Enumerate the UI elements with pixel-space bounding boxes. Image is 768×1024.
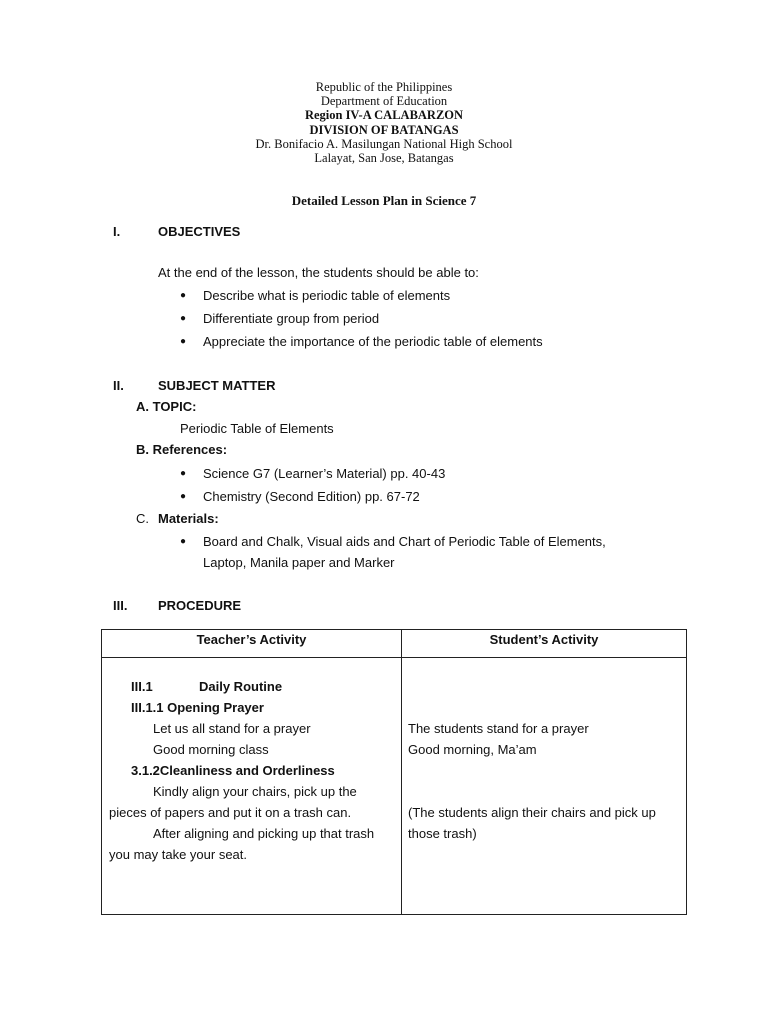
subject-matter-number: II. [113, 378, 124, 393]
daily-routine-heading: Daily Routine [199, 679, 283, 694]
bullet-icon: ● [180, 536, 187, 547]
bullet-icon: ● [180, 491, 187, 502]
reference-item: Chemistry (Second Edition) pp. 67-72 [203, 489, 420, 504]
teacher-line: Good morning class [153, 742, 269, 757]
topic-value: Periodic Table of Elements [180, 421, 334, 436]
table-column-divider [401, 630, 402, 914]
student-line: those trash) [408, 826, 477, 841]
cleanliness-heading: 3.1.2Cleanliness and Orderliness [131, 763, 335, 778]
subject-matter-heading: SUBJECT MATTER [158, 378, 276, 393]
header-region: Region IV-A CALABARZON [304, 108, 464, 123]
header-school: Dr. Bonifacio A. Masilungan National High School [255, 136, 513, 151]
bullet-icon: ● [180, 468, 187, 479]
opening-prayer-heading: III.1.1 Opening Prayer [131, 700, 264, 715]
teacher-line: pieces of papers and put it on a trash can. [109, 805, 352, 820]
header-department: Department of Education [320, 94, 448, 109]
materials-letter: C. [136, 511, 149, 526]
student-line: Good morning, Ma’am [408, 742, 537, 757]
header-address: Lalayat, San Jose, Batangas [314, 151, 454, 166]
student-activity-header: Student’s Activity [489, 632, 599, 647]
objective-item: Describe what is periodic table of elements [203, 288, 451, 303]
header-division: DIVISION OF BATANGAS [309, 122, 459, 137]
procedure-number: III. [113, 598, 128, 613]
objective-item: Appreciate the importance of the periodic table of elements [203, 334, 543, 349]
objectives-intro: At the end of the lesson, the students should be able to: [158, 265, 479, 280]
references-label: B. References: [136, 442, 228, 457]
header-republic: Republic of the Philippines [315, 80, 453, 94]
procedure-heading: PROCEDURE [158, 598, 242, 613]
teacher-line: After aligning and picking up that trash [153, 826, 375, 841]
daily-routine-number: III.1 [131, 679, 153, 694]
bullet-icon: ● [180, 313, 187, 324]
materials-line: Board and Chalk, Visual aids and Chart of Periodic Table of Elements, [203, 534, 606, 549]
objectives-number: I. [113, 224, 121, 239]
student-line: (The students align their chairs and pick up [408, 805, 656, 820]
teacher-line: Let us all stand for a prayer [153, 721, 311, 736]
materials-line: Laptop, Manila paper and Marker [203, 555, 395, 570]
bullet-icon: ● [180, 336, 187, 347]
student-line: The students stand for a prayer [408, 721, 589, 736]
topic-label: A. TOPIC: [136, 399, 197, 414]
document-header [0, 80, 768, 165]
document-title: Detailed Lesson Plan in Science 7 [291, 193, 477, 208]
objectives-heading: OBJECTIVES [158, 224, 241, 239]
materials-label: Materials: [158, 511, 219, 526]
bullet-icon: ● [180, 290, 187, 301]
teacher-line: you may take your seat. [109, 847, 248, 862]
teacher-line: Kindly align your chairs, pick up the [153, 784, 357, 799]
reference-item: Science G7 (Learner’s Material) pp. 40-43 [203, 466, 446, 481]
procedure-table [101, 629, 687, 915]
teacher-activity-header: Teacher’s Activity [196, 632, 307, 647]
objective-item: Differentiate group from period [203, 311, 380, 326]
